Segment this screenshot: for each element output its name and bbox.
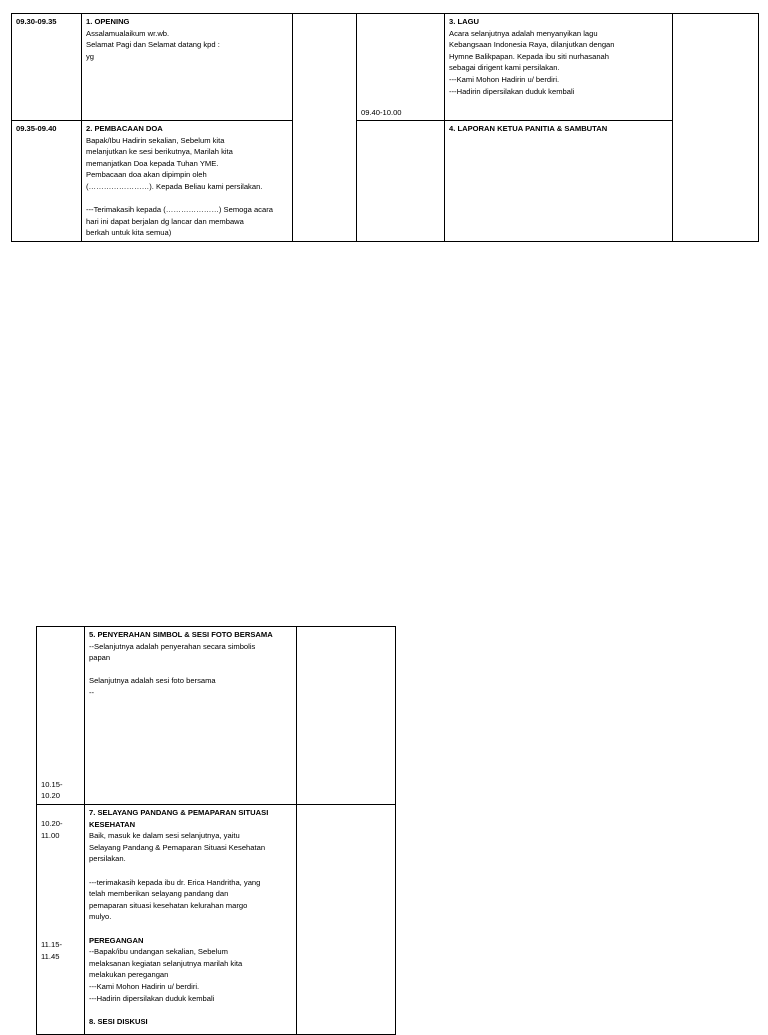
agenda-title: 4. LAPORAN KETUA PANITIA & SAMBUTAN <box>449 124 608 133</box>
empty-cell <box>673 14 759 242</box>
time-cell: 09.30-09.35 <box>12 14 82 121</box>
rundown-table-top <box>11 13 759 242</box>
empty-cell <box>357 121 445 242</box>
agenda-title: 5. PENYERAHAN SIMBOL & SESI FOTO BERSAMA <box>89 630 273 639</box>
agenda-subtitle: PEREGANGAN <box>89 935 144 945</box>
time-start: 11.15-11.45 <box>41 940 62 961</box>
agenda-text: --Selanjutnya adalah penyerahan secara simbolis papan Selanjutnya adalah sesi foto bersama -- <box>89 641 256 697</box>
agenda-text: Bapak/Ibu Hadirin sekalian, Sebelum kita melanjutkan ke sesi berikutnya, Marilah kita memanjatkan Doa kepada Tuhan YME. Pembacaan doa akan dipimpin oleh (……………………). Kepada Beliau kami persilakan. ---Terimakasih kepada (…………………) Semoga acara hari ini dapat berjalan dg lancar dan membawa berkah untuk kita semua) <box>86 135 273 238</box>
agenda-text: Acara selanjutnya adalah menyanyikan lagu Kebangsaan Indonesia Raya, dilanjutkan dengan Hymne Balikpapan. Kepada ibu siti nurhasanah sebagai dirigent kami persilakan. ---Kami Mohon Hadirin u/ berdiri. ---Hadirin dipersilakan duduk kembali <box>449 28 615 96</box>
agenda-title: 7. SELAYANG PANDANG & PEMAPARAN SITUASI KESEHATAN <box>89 808 269 829</box>
time-cell: 09.35-09.40 <box>12 121 82 242</box>
agenda-title: 3. LAGU <box>449 17 479 26</box>
agenda-title: 8. SESI DISKUSI <box>89 1016 148 1026</box>
agenda-text: Assalamualaikum wr.wb. Selamat Pagi dan Selamat datang kpd : yg <box>86 28 220 61</box>
agenda-cell <box>82 121 293 242</box>
agenda-text: --Bapak/ibu undangan sekalian, Sebelum melaksanan kegiatan selanjutnya marilah kita melakukan peregangan ---Kami Mohon Hadirin u/ berdiri. ---Hadirin dipersilakan duduk kembali <box>89 947 243 1003</box>
agenda-title: 2. PEMBACAAN DOA <box>86 124 163 133</box>
agenda-text: Baik, masuk ke dalam sesi selanjutnya, yaitu Selayang Pandang & Pemaparan Situasi Kesehatan persilakan. ---terimakasih kepada ibu dr. Erica Handritha, yang telah memberikan selayang pandang dan pemaparan situasi kesehatan kelurahan margo mulyo. <box>89 831 266 922</box>
time-start: 10.20-11.00 <box>41 819 63 840</box>
empty-cell <box>297 627 396 805</box>
agenda-cell <box>445 121 673 242</box>
empty-cell <box>297 805 396 1035</box>
empty-cell <box>293 14 357 242</box>
time-cell: 10.15-10.20 <box>37 627 85 805</box>
time-cell <box>37 805 85 1035</box>
agenda-cell <box>445 14 673 121</box>
agenda-cell <box>85 805 297 1035</box>
time-cell: 09.40-10.00 <box>357 14 445 121</box>
agenda-cell <box>82 14 293 121</box>
agenda-title: 1. OPENING <box>86 17 130 26</box>
agenda-cell <box>85 627 297 805</box>
rundown-table-bottom <box>36 626 396 1035</box>
